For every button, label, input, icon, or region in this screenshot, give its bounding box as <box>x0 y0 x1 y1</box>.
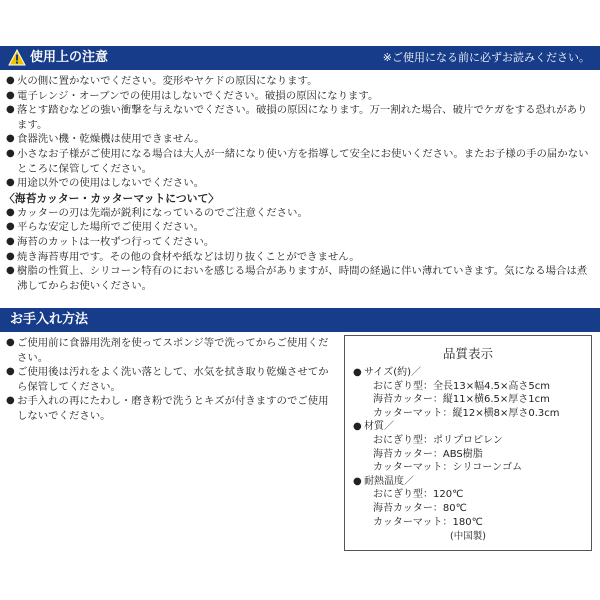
bullet: ● <box>6 206 15 218</box>
caution-header-bar <box>0 46 600 70</box>
cutter-subheading: 〈海苔カッター・カッターマットについて〉 <box>4 191 220 205</box>
spec-value: 海苔カッター：ABS樹脂 <box>373 448 483 460</box>
care-header-bar <box>0 308 600 332</box>
warning-icon <box>8 49 26 66</box>
list-item: ● 平らな安定した場所でご使用ください。 <box>6 221 205 234</box>
bullet: ● <box>6 104 15 116</box>
spec-heading-size: ● サイズ(約)／ <box>353 367 422 378</box>
care-list <box>6 336 336 424</box>
list-item: ● 小さなお子様がご使用になる場合は大人が一緒になり使い方を指導して安全にお使いください。またお子様の手の届かないところに保管してください。 <box>6 147 589 175</box>
bullet: ● <box>6 265 15 277</box>
quality-label-box <box>344 335 592 551</box>
bullet: ● <box>6 366 15 378</box>
list-item: ● 樹脂の性質上、シリコーン特有のにおいを感じる場合がありますが、時間の経過に伴い薄れていきます。気になる場合は煮沸してからお使いください。 <box>6 265 588 292</box>
spec-value: カッターマット：縦12×横8×厚さ0.3cm <box>373 407 560 419</box>
origin-label: (中国製) <box>450 531 486 542</box>
list-item: ● 食器洗い機・乾燥機は使用できません。 <box>6 133 205 146</box>
bullet: ● <box>6 75 15 86</box>
spec-value: カッターマット：180℃ <box>373 516 483 528</box>
bullet: ● <box>6 337 15 348</box>
spec-heading-heat: ● 耐熱温度／ <box>353 475 414 487</box>
bullet: ● <box>353 421 362 433</box>
quality-spec-list <box>345 362 591 529</box>
spec-value: おにぎり型：全長13×幅4.5×高さ5cm <box>373 380 550 392</box>
bullet: ● <box>353 475 362 487</box>
bullet: ● <box>6 395 15 407</box>
spec-value: 海苔カッター：縦11×横6.5×厚さ1cm <box>373 394 550 406</box>
bullet: ● <box>6 221 15 233</box>
bullet: ● <box>6 147 15 159</box>
list-item: ● お手入れの再にたわし・磨き粉で洗うとキズが付きますのでご使用しないでください。 <box>6 395 329 422</box>
list-item: ● ご使用後は汚れをよく洗い落として、水気を拭き取り乾燥させてから保管してください。 <box>6 366 329 393</box>
quality-title: 品質表示 <box>442 346 493 361</box>
bullet: ● <box>6 133 15 145</box>
caution-note: ※ご使用になる前に必ずお読みください。 <box>382 51 590 64</box>
spec-value: カッターマット：シリコーンゴム <box>373 462 523 474</box>
list-item: ● カッターの刃は先端が鋭利になっているのでご注意ください。 <box>6 206 308 219</box>
list-item: ● 火の側に置かないでください。変形やヤケドの原因になります。 <box>6 75 318 87</box>
caution-title: 使用上の注意 <box>30 50 109 65</box>
spec-heading-material: ● 材質／ <box>353 421 394 433</box>
bullet: ● <box>6 250 15 262</box>
spec-value: おにぎり型：120℃ <box>373 489 464 501</box>
list-item: ● 用途以外での使用はしないでください。 <box>6 177 205 190</box>
bullet: ● <box>353 367 362 378</box>
bullet: ● <box>6 89 15 101</box>
spec-value: おにぎり型：ポリプロピレン <box>373 434 503 446</box>
list-item: ● 焼き海苔専用です。その他の食材や紙などは切り抜くことができません。 <box>6 250 360 263</box>
list-item: ● ご使用前に食器用洗剤を使ってスポンジ等で洗ってからご使用ください。 <box>6 337 329 364</box>
spec-value: 海苔カッター：80℃ <box>373 502 467 514</box>
list-item: ● 海苔のカットは一枚ずつ行ってください。 <box>6 235 215 248</box>
care-title: お手入れ方法 <box>10 312 89 327</box>
bullet: ● <box>6 177 15 189</box>
list-item: ● 落とす踏むなどの強い衝撃を与えないでください。破損の原因になります。万一割れた場合、破片でケガをする恐れがあります。 <box>6 104 588 131</box>
bullet: ● <box>6 235 15 247</box>
list-item: ● 電子レンジ・オーブンでの使用はしないでください。破損の原因になります。 <box>6 89 379 102</box>
caution-list <box>6 74 592 293</box>
